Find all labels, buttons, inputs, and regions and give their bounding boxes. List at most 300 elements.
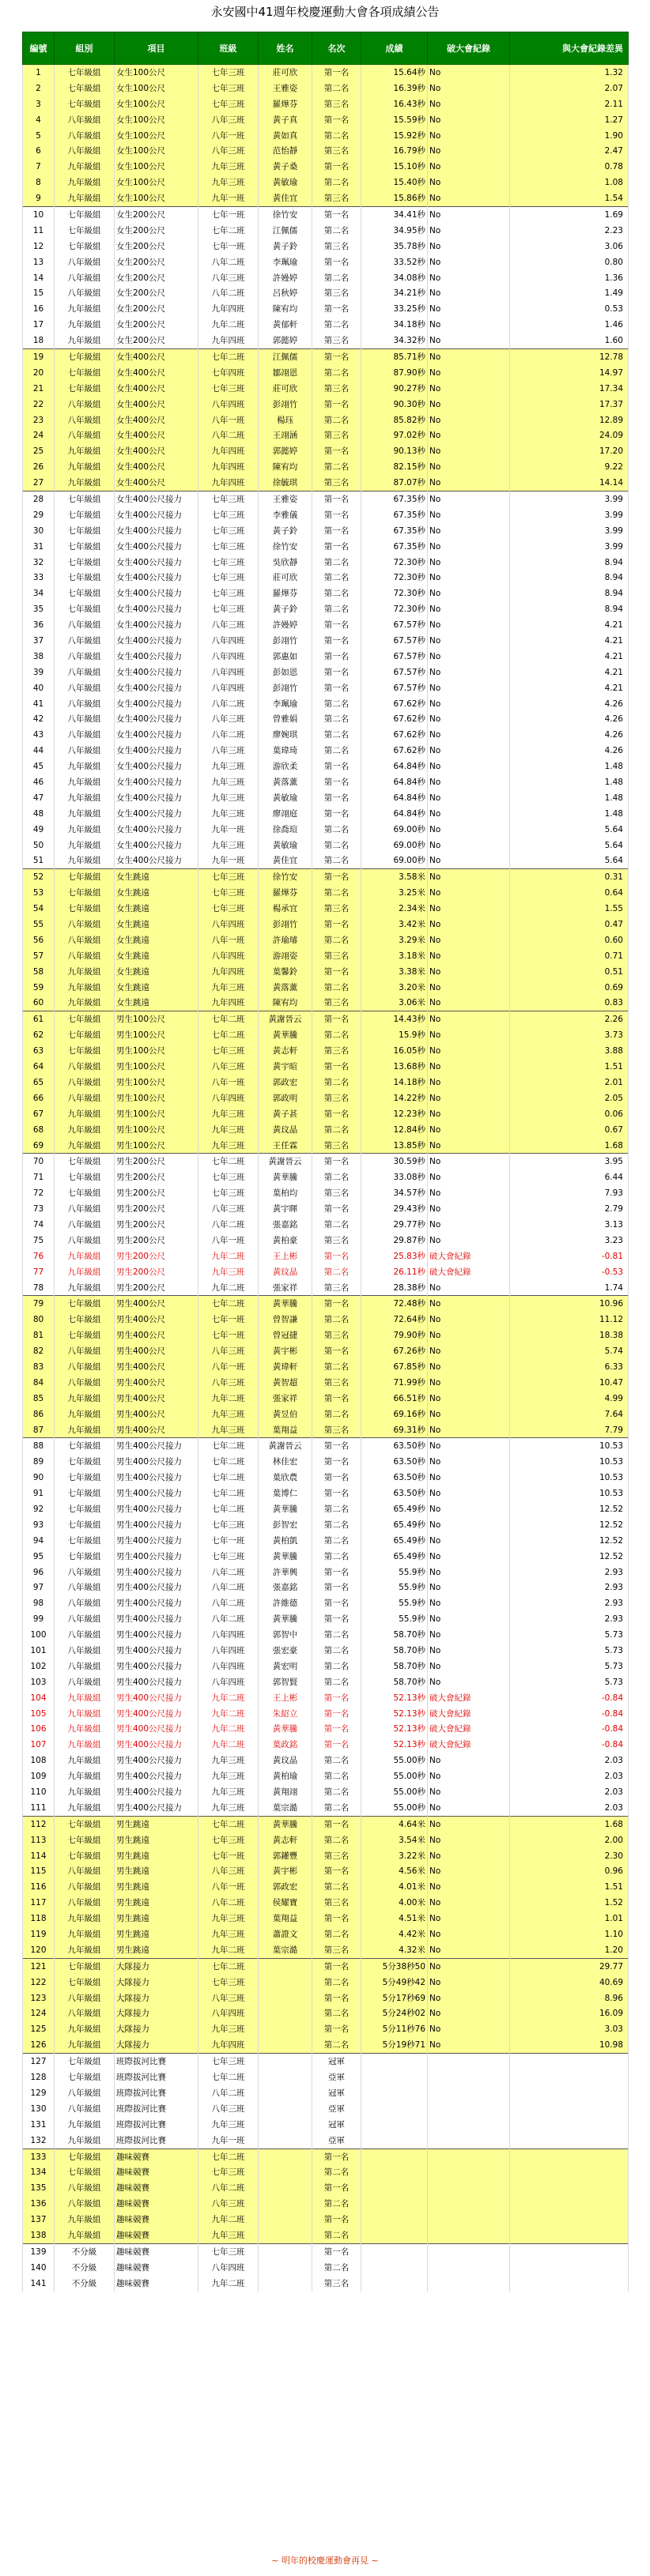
row-athlete: 黃玟晶 <box>259 1122 312 1138</box>
table-row <box>23 1895 629 1911</box>
row-number: 68 <box>23 1122 55 1138</box>
row-result: 15.64秒 <box>361 65 428 81</box>
row-record-broken: No <box>428 1059 510 1075</box>
row-record-broken: No <box>428 397 510 412</box>
row-result: 52.13秒 <box>361 1690 428 1706</box>
row-record-diff: 3.06 <box>510 239 629 254</box>
row-number: 79 <box>23 1296 55 1312</box>
row-athlete: 羅燁芬 <box>259 96 312 112</box>
row-athlete: 黃智超 <box>259 1375 312 1391</box>
row-class: 七年三班 <box>198 601 259 617</box>
row-group: 七年級組 <box>55 507 115 523</box>
row-athlete: 葉瑋琦 <box>259 743 312 759</box>
row-athlete: 黃柏凱 <box>259 1533 312 1549</box>
row-record-broken: No <box>428 555 510 571</box>
row-event: 女生400公尺 <box>115 412 198 428</box>
row-class: 九年三班 <box>198 2228 259 2243</box>
row-number: 35 <box>23 601 55 617</box>
row-group: 九年級組 <box>55 1768 115 1784</box>
row-group: 九年級組 <box>55 317 115 333</box>
row-event: 女生100公尺 <box>115 143 198 159</box>
row-class: 八年二班 <box>198 727 259 743</box>
row-result: 12.84秒 <box>361 1122 428 1138</box>
row-result: 55.00秒 <box>361 1784 428 1800</box>
row-record-broken: No <box>428 81 510 96</box>
row-record-broken: No <box>428 175 510 190</box>
row-rank: 第一名 <box>312 2243 361 2259</box>
row-group: 九年級組 <box>55 1737 115 1753</box>
row-number: 25 <box>23 443 55 459</box>
row-record-broken: No <box>428 838 510 853</box>
row-result: 4.32米 <box>361 1942 428 1958</box>
table-row <box>23 2021 629 2037</box>
row-group: 八年級組 <box>55 1233 115 1248</box>
table-row <box>23 1706 629 1722</box>
row-class: 七年四班 <box>198 365 259 381</box>
row-rank: 第一名 <box>312 1470 361 1486</box>
row-group: 不分級 <box>55 2276 115 2292</box>
row-result: 67.35秒 <box>361 523 428 539</box>
row-record-diff: 0.60 <box>510 932 629 948</box>
row-athlete: 黃翔翊 <box>259 1784 312 1800</box>
row-athlete: 呂秋婷 <box>259 285 312 301</box>
table-row <box>23 143 629 159</box>
row-event: 女生100公尺 <box>115 190 198 206</box>
row-record-broken: No <box>428 822 510 838</box>
table-row <box>23 1343 629 1359</box>
row-rank: 第二名 <box>312 1975 361 1990</box>
row-result: 5分49秒42 <box>361 1975 428 1990</box>
row-record-broken: No <box>428 317 510 333</box>
row-result: 72.30秒 <box>361 601 428 617</box>
row-event: 男生200公尺 <box>115 1248 198 1264</box>
row-record-broken: No <box>428 254 510 270</box>
row-record-broken: No <box>428 1549 510 1565</box>
row-athlete: 陳宥均 <box>259 301 312 317</box>
row-number: 73 <box>23 1201 55 1217</box>
row-class: 九年一班 <box>198 822 259 838</box>
row-class: 八年四班 <box>198 397 259 412</box>
row-athlete: 羅燁芬 <box>259 586 312 601</box>
row-group: 八年級組 <box>55 285 115 301</box>
row-number: 61 <box>23 1011 55 1027</box>
row-event: 班際拔河比賽 <box>115 2085 198 2101</box>
row-athlete: 莊可欣 <box>259 571 312 586</box>
row-athlete: 黃瑋軒 <box>259 1359 312 1375</box>
row-class: 八年二班 <box>198 427 259 443</box>
row-record-broken: No <box>428 1643 510 1659</box>
row-rank: 第二名 <box>312 2006 361 2022</box>
row-event: 女生400公尺接力 <box>115 665 198 680</box>
row-class: 八年三班 <box>198 1990 259 2006</box>
row-number: 60 <box>23 996 55 1011</box>
row-rank: 第二名 <box>312 1753 361 1768</box>
table-row <box>23 1201 629 1217</box>
row-number: 130 <box>23 2101 55 2117</box>
row-record-diff: -0.84 <box>510 1690 629 1706</box>
row-event: 趣味競賽 <box>115 2164 198 2180</box>
row-group: 七年級組 <box>55 1549 115 1565</box>
row-number: 72 <box>23 1185 55 1201</box>
row-number: 16 <box>23 301 55 317</box>
row-event: 男生200公尺 <box>115 1201 198 1217</box>
row-group: 七年級組 <box>55 885 115 901</box>
row-athlete: 廖婉琪 <box>259 727 312 743</box>
row-rank: 第二名 <box>312 696 361 712</box>
row-record-broken: No <box>428 1926 510 1942</box>
row-group: 九年級組 <box>55 1942 115 1958</box>
row-number: 39 <box>23 665 55 680</box>
row-result: 3.25米 <box>361 885 428 901</box>
row-number: 94 <box>23 1533 55 1549</box>
row-class: 八年四班 <box>198 680 259 696</box>
row-result: 15.92秒 <box>361 128 428 144</box>
row-class: 七年二班 <box>198 1486 259 1501</box>
row-event: 女生跳遠 <box>115 885 198 901</box>
row-result: 4.01米 <box>361 1879 428 1895</box>
row-class: 七年一班 <box>198 1328 259 1343</box>
row-number: 9 <box>23 190 55 206</box>
table-row <box>23 743 629 759</box>
table-row <box>23 712 629 728</box>
row-result <box>361 2260 428 2276</box>
row-athlete: 黃子鈴 <box>259 239 312 254</box>
row-athlete <box>259 2164 312 2180</box>
row-rank: 第二名 <box>312 555 361 571</box>
row-class: 七年三班 <box>198 1549 259 1565</box>
row-record-broken: No <box>428 285 510 301</box>
table-row <box>23 1611 629 1627</box>
row-result: 55.00秒 <box>361 1768 428 1784</box>
row-group: 七年級組 <box>55 523 115 539</box>
table-row <box>23 1391 629 1407</box>
row-group: 七年級組 <box>55 1958 115 1974</box>
row-event: 女生400公尺接力 <box>115 491 198 507</box>
row-athlete: 葉博仁 <box>259 1486 312 1501</box>
row-record-diff: 1.60 <box>510 333 629 348</box>
row-number: 38 <box>23 649 55 665</box>
row-class: 九年四班 <box>198 333 259 348</box>
table-row <box>23 301 629 317</box>
row-result <box>361 2243 428 2259</box>
row-rank: 第一名 <box>312 633 361 649</box>
row-result: 87.90秒 <box>361 365 428 381</box>
table-row <box>23 317 629 333</box>
row-group: 七年級組 <box>55 901 115 917</box>
row-record-diff: 3.13 <box>510 1217 629 1233</box>
row-group: 八年級組 <box>55 617 115 633</box>
row-athlete: 江佩儒 <box>259 223 312 239</box>
row-class: 八年三班 <box>198 1864 259 1880</box>
row-number: 113 <box>23 1832 55 1848</box>
row-event: 男生400公尺 <box>115 1296 198 1312</box>
row-athlete: 廖翊庭 <box>259 806 312 822</box>
row-record-broken: No <box>428 806 510 822</box>
row-record-diff: 5.64 <box>510 853 629 869</box>
row-group: 八年級組 <box>55 1990 115 2006</box>
row-event: 男生200公尺 <box>115 1217 198 1233</box>
table-row <box>23 2006 629 2022</box>
row-record-broken <box>428 2149 510 2164</box>
row-athlete: 郭惠如 <box>259 649 312 665</box>
row-rank: 第一名 <box>312 523 361 539</box>
row-record-diff <box>510 2164 629 2180</box>
row-record-broken: No <box>428 1438 510 1454</box>
row-record-diff: 1.01 <box>510 1911 629 1926</box>
table-row <box>23 2037 629 2053</box>
row-result: 64.84秒 <box>361 759 428 774</box>
row-record-broken: No <box>428 1942 510 1958</box>
row-athlete: 黃落薰 <box>259 980 312 996</box>
row-result: 14.43秒 <box>361 1011 428 1027</box>
row-class: 七年二班 <box>198 2149 259 2164</box>
row-class: 七年二班 <box>198 1501 259 1517</box>
row-athlete: 郭政宏 <box>259 1075 312 1090</box>
row-record-broken: No <box>428 491 510 507</box>
row-rank: 第一名 <box>312 1391 361 1407</box>
row-event: 女生400公尺接力 <box>115 586 198 601</box>
row-rank: 第三名 <box>312 475 361 491</box>
row-class: 九年二班 <box>198 1706 259 1722</box>
row-event: 女生400公尺 <box>115 475 198 491</box>
row-record-broken: No <box>428 365 510 381</box>
row-result: 30.59秒 <box>361 1154 428 1169</box>
row-event: 女生400公尺接力 <box>115 601 198 617</box>
row-athlete: 黃華騰 <box>259 1722 312 1738</box>
row-group: 七年級組 <box>55 1486 115 1501</box>
row-record-diff: 5.73 <box>510 1627 629 1643</box>
row-record-broken: No <box>428 1422 510 1438</box>
table-row <box>23 853 629 869</box>
row-record-broken: No <box>428 1501 510 1517</box>
row-athlete <box>259 2117 312 2133</box>
row-rank: 第一名 <box>312 65 361 81</box>
row-group: 八年級組 <box>55 254 115 270</box>
table-row <box>23 649 629 665</box>
row-result: 26.11秒 <box>361 1264 428 1280</box>
row-record-diff: 1.48 <box>510 774 629 790</box>
row-rank: 第三名 <box>312 1942 361 1958</box>
table-row <box>23 2069 629 2085</box>
row-record-broken: No <box>428 1296 510 1312</box>
row-class: 七年三班 <box>198 1975 259 1990</box>
row-number: 111 <box>23 1800 55 1816</box>
row-event: 男生400公尺接力 <box>115 1690 198 1706</box>
row-result <box>361 2212 428 2228</box>
row-record-diff: 40.69 <box>510 1975 629 1990</box>
row-class: 七年三班 <box>198 507 259 523</box>
row-record-broken <box>428 2117 510 2133</box>
row-record-diff: 3.03 <box>510 2021 629 2037</box>
row-athlete <box>259 2276 312 2292</box>
table-row <box>23 932 629 948</box>
row-number: 98 <box>23 1595 55 1611</box>
row-record-diff: 12.52 <box>510 1549 629 1565</box>
table-row <box>23 1359 629 1375</box>
row-rank: 第三名 <box>312 1185 361 1201</box>
row-record-diff: 2.05 <box>510 1090 629 1106</box>
row-record-diff <box>510 2117 629 2133</box>
row-number: 23 <box>23 412 55 428</box>
row-athlete: 楊承宜 <box>259 901 312 917</box>
row-result: 67.26秒 <box>361 1343 428 1359</box>
row-result: 5分11秒76 <box>361 2021 428 2037</box>
row-rank: 第一名 <box>312 2149 361 2164</box>
row-athlete: 黃子鈴 <box>259 523 312 539</box>
table-row <box>23 207 629 223</box>
row-rank: 第二名 <box>312 838 361 853</box>
row-number: 99 <box>23 1611 55 1627</box>
row-rank: 第二名 <box>312 1027 361 1043</box>
row-record-diff: 2.47 <box>510 143 629 159</box>
row-record-diff <box>510 2149 629 2164</box>
row-class: 七年二班 <box>198 223 259 239</box>
row-event: 大隊接力 <box>115 1958 198 1974</box>
row-class: 八年四班 <box>198 633 259 649</box>
row-athlete: 王雅姿 <box>259 491 312 507</box>
row-athlete: 黃謝晉云 <box>259 1011 312 1027</box>
row-number: 82 <box>23 1343 55 1359</box>
row-class: 八年三班 <box>198 143 259 159</box>
table-row <box>23 759 629 774</box>
row-record-diff: 4.26 <box>510 696 629 712</box>
row-rank: 第三名 <box>312 1328 361 1343</box>
row-rank: 第一名 <box>312 917 361 932</box>
row-class: 八年三班 <box>198 2101 259 2117</box>
row-record-broken: No <box>428 1848 510 1864</box>
row-result: 58.70秒 <box>361 1674 428 1690</box>
row-event: 男生400公尺接力 <box>115 1470 198 1486</box>
row-group: 八年級組 <box>55 1659 115 1674</box>
row-number: 10 <box>23 207 55 223</box>
row-athlete: 許嫚婷 <box>259 617 312 633</box>
row-group: 七年級組 <box>55 601 115 617</box>
row-athlete: 徐竹安 <box>259 539 312 555</box>
row-class: 八年二班 <box>198 1580 259 1596</box>
row-group: 八年級組 <box>55 1627 115 1643</box>
row-record-diff: 2.00 <box>510 1832 629 1848</box>
row-group: 八年級組 <box>55 412 115 428</box>
header-group: 組別 <box>55 32 115 65</box>
row-athlete: 張嘉銘 <box>259 1580 312 1596</box>
row-number: 66 <box>23 1090 55 1106</box>
row-rank: 第一名 <box>312 1990 361 2006</box>
row-number: 59 <box>23 980 55 996</box>
row-event: 女生200公尺 <box>115 223 198 239</box>
row-record-diff: -0.84 <box>510 1737 629 1753</box>
row-athlete: 郭政宏 <box>259 1879 312 1895</box>
row-group: 八年級組 <box>55 680 115 696</box>
row-result: 14.18秒 <box>361 1075 428 1090</box>
row-number: 132 <box>23 2133 55 2149</box>
row-group: 七年級組 <box>55 555 115 571</box>
row-athlete: 莊可欣 <box>259 65 312 81</box>
row-rank: 第一名 <box>312 1595 361 1611</box>
row-athlete: 郭鑵豐 <box>259 1848 312 1864</box>
row-event: 男生400公尺 <box>115 1312 198 1328</box>
row-class: 八年三班 <box>198 270 259 286</box>
row-result: 15.86秒 <box>361 190 428 206</box>
row-result: 25.83秒 <box>361 1248 428 1264</box>
row-result: 97.02秒 <box>361 427 428 443</box>
row-record-broken: 破大會紀錄 <box>428 1248 510 1264</box>
table-row <box>23 901 629 917</box>
row-record-diff: 1.52 <box>510 1895 629 1911</box>
row-result: 67.85秒 <box>361 1359 428 1375</box>
table-row <box>23 885 629 901</box>
row-event: 趣味競賽 <box>115 2228 198 2243</box>
table-row <box>23 586 629 601</box>
row-class: 七年二班 <box>198 1470 259 1486</box>
table-row <box>23 1122 629 1138</box>
row-rank: 亞軍 <box>312 2133 361 2149</box>
table-row <box>23 1533 629 1549</box>
row-record-broken: No <box>428 333 510 348</box>
row-rank: 第三名 <box>312 239 361 254</box>
row-number: 17 <box>23 317 55 333</box>
row-record-broken: No <box>428 885 510 901</box>
row-record-broken: No <box>428 586 510 601</box>
row-group: 七年級組 <box>55 1043 115 1059</box>
row-group: 九年級組 <box>55 2133 115 2149</box>
row-class: 七年二班 <box>198 1454 259 1470</box>
row-record-broken: No <box>428 427 510 443</box>
row-group: 七年級組 <box>55 365 115 381</box>
row-event: 男生400公尺接力 <box>115 1438 198 1454</box>
table-row <box>23 1926 629 1942</box>
row-class: 八年一班 <box>198 412 259 428</box>
row-number: 30 <box>23 523 55 539</box>
row-athlete: 黃落薰 <box>259 774 312 790</box>
row-event: 班際拔河比賽 <box>115 2101 198 2117</box>
row-rank: 第二名 <box>312 2228 361 2243</box>
table-row <box>23 1043 629 1059</box>
row-record-broken <box>428 2101 510 2117</box>
row-record-diff: 12.52 <box>510 1517 629 1533</box>
table-row <box>23 81 629 96</box>
row-event: 女生跳遠 <box>115 901 198 917</box>
row-group: 七年級組 <box>55 571 115 586</box>
row-athlete: 許華興 <box>259 1565 312 1580</box>
row-result: 85.82秒 <box>361 412 428 428</box>
row-class: 九年三班 <box>198 790 259 806</box>
row-result <box>361 2276 428 2292</box>
row-record-diff: 2.93 <box>510 1595 629 1611</box>
row-athlete: 郭智賢 <box>259 1674 312 1690</box>
row-result: 3.54米 <box>361 1832 428 1848</box>
table-row <box>23 1154 629 1169</box>
row-number: 91 <box>23 1486 55 1501</box>
row-result: 13.85秒 <box>361 1138 428 1154</box>
table-row <box>23 1674 629 1690</box>
row-result: 3.58米 <box>361 869 428 885</box>
row-record-broken: No <box>428 1975 510 1990</box>
row-class: 九年二班 <box>198 2212 259 2228</box>
row-record-broken: No <box>428 1595 510 1611</box>
row-number: 131 <box>23 2117 55 2133</box>
row-rank: 第一名 <box>312 1296 361 1312</box>
row-athlete: 曾冠捷 <box>259 1328 312 1343</box>
row-rank: 第三名 <box>312 901 361 917</box>
row-event: 女生400公尺接力 <box>115 759 198 774</box>
row-record-diff: 2.03 <box>510 1800 629 1816</box>
row-number: 104 <box>23 1690 55 1706</box>
row-group: 九年級組 <box>55 159 115 175</box>
row-class: 九年三班 <box>198 980 259 996</box>
row-record-broken: No <box>428 1784 510 1800</box>
row-athlete: 徐竹安 <box>259 207 312 223</box>
row-record-broken: No <box>428 1154 510 1169</box>
